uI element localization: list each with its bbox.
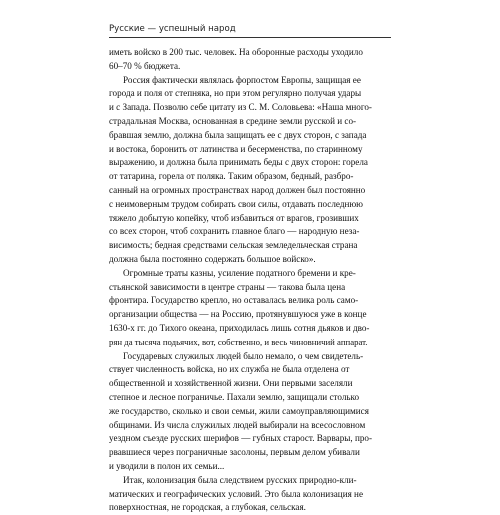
text-line: с неимоверным трудом собирать свои силы, отдавать последнюю: [109, 198, 363, 209]
text-line: рвавшиеся через пограничные засолоны, первым делом убивали: [109, 447, 360, 458]
text-line: поверхностная, не городская, а глубокая, сельская.: [109, 502, 306, 513]
text-line: рян да тысяча подьячих, вот, собственно, и весь чиновничий аппарат.: [109, 336, 368, 347]
text-line: бравшая землю, должна была защищать ее с двух сторон, с запада: [109, 129, 367, 140]
text-line: и востока, боронить от латинства и бесерменства, по старинному: [109, 143, 363, 154]
text-line: 60–70 % бюджета.: [109, 60, 181, 71]
text-line: санный на огромных пространствах народ должен был постоянно: [109, 184, 366, 195]
text-line: должна была постоянно содержать большое войско».: [109, 253, 316, 264]
text-line: выражению, и должна была принимать беды с двух сторон: горела: [109, 157, 368, 168]
paragraph: [109, 267, 391, 350]
running-head: Русские — успешный народ: [109, 24, 236, 34]
paragraph: [109, 350, 391, 474]
text-line: и уводили в полон их семьи...: [109, 460, 225, 471]
text-line: иметь войско в 200 тыс. человек. На оборонные расходы уходило: [109, 47, 363, 57]
header-rule: [109, 37, 391, 38]
text-line: стьянской зависимости в центре страны — такова была цена: [109, 281, 346, 292]
text-line: страдальная Москва, основанная в средине земли русской и со-: [109, 115, 357, 126]
paragraph: [109, 46, 391, 74]
body-text: [109, 46, 391, 515]
text-line: со всех сторон, чтоб сохранить главное благо — народную неза-: [109, 226, 360, 237]
paragraph: [109, 74, 391, 267]
text-line: 1630-х гг. до Тихого океана, приходилась лишь сотня дьяков и дво-: [109, 322, 370, 333]
text-line: Россия фактически являлась форпостом Европы, защищая ее: [123, 74, 361, 85]
paragraph: [109, 474, 391, 515]
text-line: ствует численность войска, но их служба не была отделена от: [109, 364, 350, 375]
text-line: степное и лесное пограничье. Пахали землю, защищали столько: [109, 391, 360, 402]
text-line: организации общества — на Россию, протянувшуюся уже в конце: [109, 309, 367, 320]
text-line: Государевых служилых людей было немало, о чем свидетель-: [123, 350, 364, 361]
text-line: Итак, колонизация была следствием русских природно-кли-: [123, 474, 357, 485]
text-line: города и поля от степняка, но при этом регулярно получая удары: [109, 88, 362, 99]
text-line: матических и географических условий. Это была колонизация не: [109, 488, 363, 499]
text-line: от татарина, горела от поляка. Таким образом, бедный, разбро-: [109, 171, 354, 182]
text-line: висимость; бедная средствами сельская земледельческая страна: [109, 240, 358, 251]
text-line: общинами. Из числа служилых людей выбирали на всесословном: [109, 419, 366, 430]
text-line: же государство, сколько и свои семьи, жили самоуправляющимися: [109, 405, 369, 416]
text-line: и с Запада. Позволю себе цитату из С. М. Соловьева: «Наша много-: [109, 102, 372, 113]
text-line: уездном съезде русских шерифов — губных старост. Варвары, про-: [109, 433, 373, 444]
text-line: тяжело добытую копейку, чтоб избавиться от врагов, грозивших: [109, 212, 359, 223]
text-line: Огромные траты казны, усиление податного бремени и кре-: [123, 267, 356, 278]
text-line: фронтира. Государство крепло, но оставалась велика роль само-: [109, 295, 359, 306]
text-line: общественной и хозяйственной жизни. Они первыми заселяли: [109, 378, 353, 389]
